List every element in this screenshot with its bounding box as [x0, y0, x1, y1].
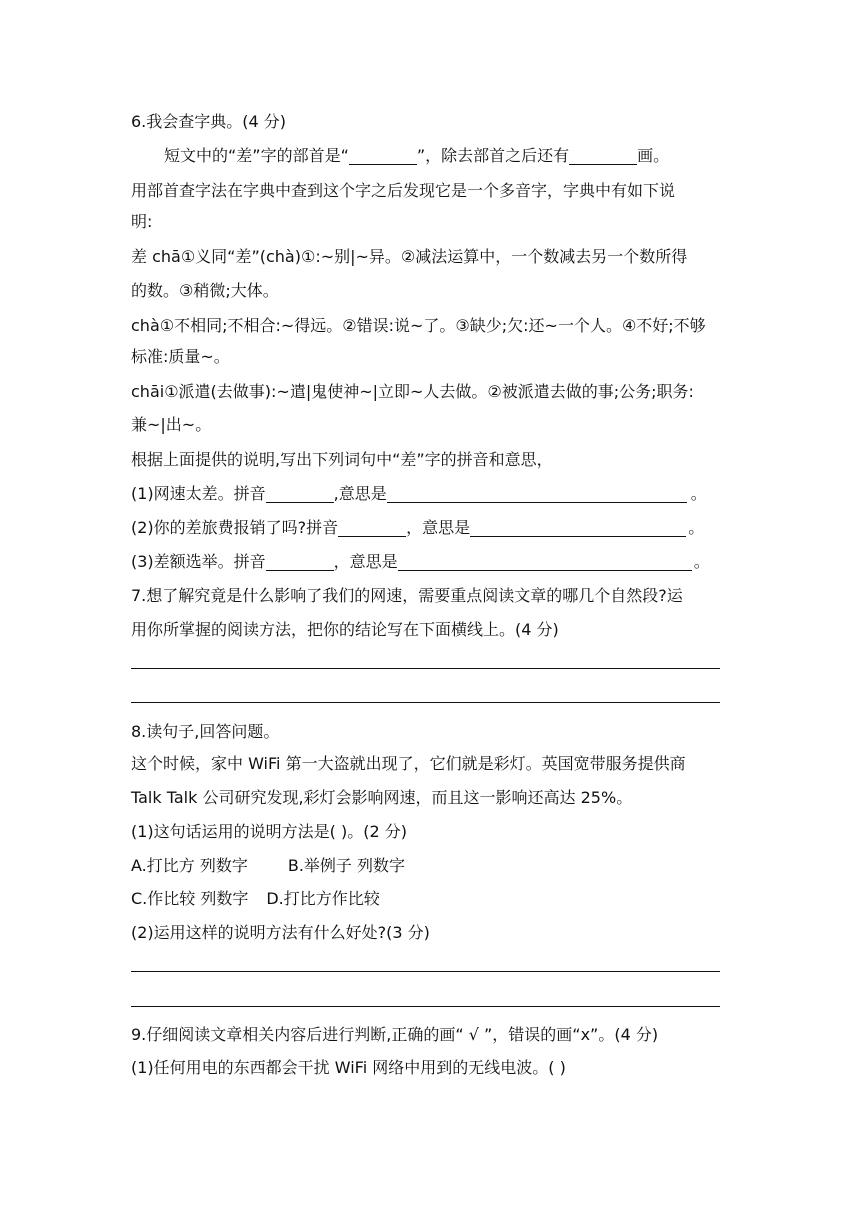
q6-item1: [131, 482, 707, 506]
item2-meaning-blank[interactable]: [470, 518, 686, 537]
q6-item3-period: 。: [693, 552, 710, 571]
q6-item2-period: 。: [688, 518, 705, 537]
dict-entry-chai-line2: 兼~|出~。: [131, 415, 212, 434]
q9-title: 9.仔细阅读文章相关内容后进行判断,正确的画“ √ ”，错误的画“x”。(4 分): [131, 1025, 659, 1044]
q6-intro-line2: 用部首查字法在字典中查到这个字之后发现它是一个多音字，字典中有如下说: [131, 181, 676, 200]
q6-item2: [131, 516, 704, 540]
stroke-count-answer-blank[interactable]: [569, 146, 637, 165]
q6-item1-label: (1)网速太差。拼音: [131, 484, 266, 503]
item3-meaning-blank[interactable]: [398, 552, 692, 571]
q6-intro-text-b: ”，除去部首之后还有: [416, 146, 570, 165]
q8-sub1: (1)这句话运用的说明方法是( )。(2 分): [131, 822, 407, 841]
q8-sentence-line1: 这个时候，家中 WiFi 第一大盗就出现了，它们就是彩灯。英国宽带服务提供商: [131, 754, 686, 773]
radical-answer-blank[interactable]: [349, 146, 417, 165]
q6-intro-text-a: 短文中的“差”字的部首是“: [164, 146, 349, 165]
q8-answer-line-2[interactable]: [131, 1006, 720, 1007]
dict-entry-cha4-line1: chà①不相同;不相合:~得远。②错误:说~了。③缺少;欠:还~一个人。④不好;不够: [131, 316, 706, 335]
q6-intro-line3: 明:: [131, 212, 153, 231]
q6-intro-text-c: 画。: [637, 146, 670, 165]
q6-item3-label: (3)差额选举。拼音: [131, 552, 266, 571]
q6-item1-period: 。: [690, 484, 707, 503]
q7-answer-line-2[interactable]: [131, 702, 720, 703]
q8-options-row1: [131, 854, 405, 878]
q6-prompt: 根据上面提供的说明,写出下列词句中“差”字的拼音和意思，: [131, 450, 553, 469]
option-b[interactable]: B.举例子 列数字: [287, 856, 405, 875]
dict-entry-cha4-line2: 标准:质量~。: [131, 347, 230, 366]
dict-entry-cha1-line2: 的数。③稍微;大体。: [131, 281, 279, 300]
dict-entry-cha1-line1: 差 chā①义同“差”(chà)①:~别|~异。②减法运算中，一个数减去另一个数所得: [131, 247, 688, 266]
q7-text-line2: 用你所掌握的阅读方法，把你的结论写在下面横线上。(4 分): [131, 620, 559, 639]
q6-item2-label: (2)你的差旅费报销了吗?拼音: [131, 518, 339, 537]
q6-item2-meaning-label: ，意思是: [406, 518, 471, 537]
q6-item3-meaning-label: ，意思是: [333, 552, 398, 571]
option-d[interactable]: D.打比方作比较: [266, 889, 380, 908]
item1-pinyin-blank[interactable]: [266, 484, 334, 503]
q8-title: 8.读句子,回答问题。: [131, 722, 280, 741]
q6-title: 6.我会查字典。(4 分): [131, 112, 287, 131]
q6-item1-meaning-label: ,意思是: [333, 484, 387, 503]
q8-answer-line-1[interactable]: [131, 971, 720, 972]
dict-entry-chai-line1: chāi①派遣(去做事):~遣|鬼使神~|立即~人去做。②被派遣去做的事;公务;职务:: [131, 382, 694, 401]
q6-intro-line1: [164, 144, 669, 168]
option-a[interactable]: A.打比方 列数字: [131, 856, 248, 875]
q8-sub2: (2)运用这样的说明方法有什么好处?(3 分): [131, 923, 430, 942]
item2-pinyin-blank[interactable]: [338, 518, 406, 537]
item1-meaning-blank[interactable]: [387, 484, 687, 503]
q7-answer-line-1[interactable]: [131, 668, 720, 669]
q9-item1: (1)任何用电的东西都会干扰 WiFi 网络中用到的无线电波。( ): [131, 1058, 566, 1077]
option-c[interactable]: C.作比较 列数字: [131, 889, 249, 908]
q8-options-row2: [131, 887, 380, 911]
q7-text-line1: 7.想了解究竟是什么影响了我们的网速，需要重点阅读文章的哪几个自然段?运: [131, 586, 683, 605]
item3-pinyin-blank[interactable]: [266, 552, 334, 571]
q8-sentence-line2: Talk Talk 公司研究发现,彩灯会影响网速，而且这一影响还高达 25%。: [131, 788, 633, 807]
q6-item3: [131, 550, 710, 574]
